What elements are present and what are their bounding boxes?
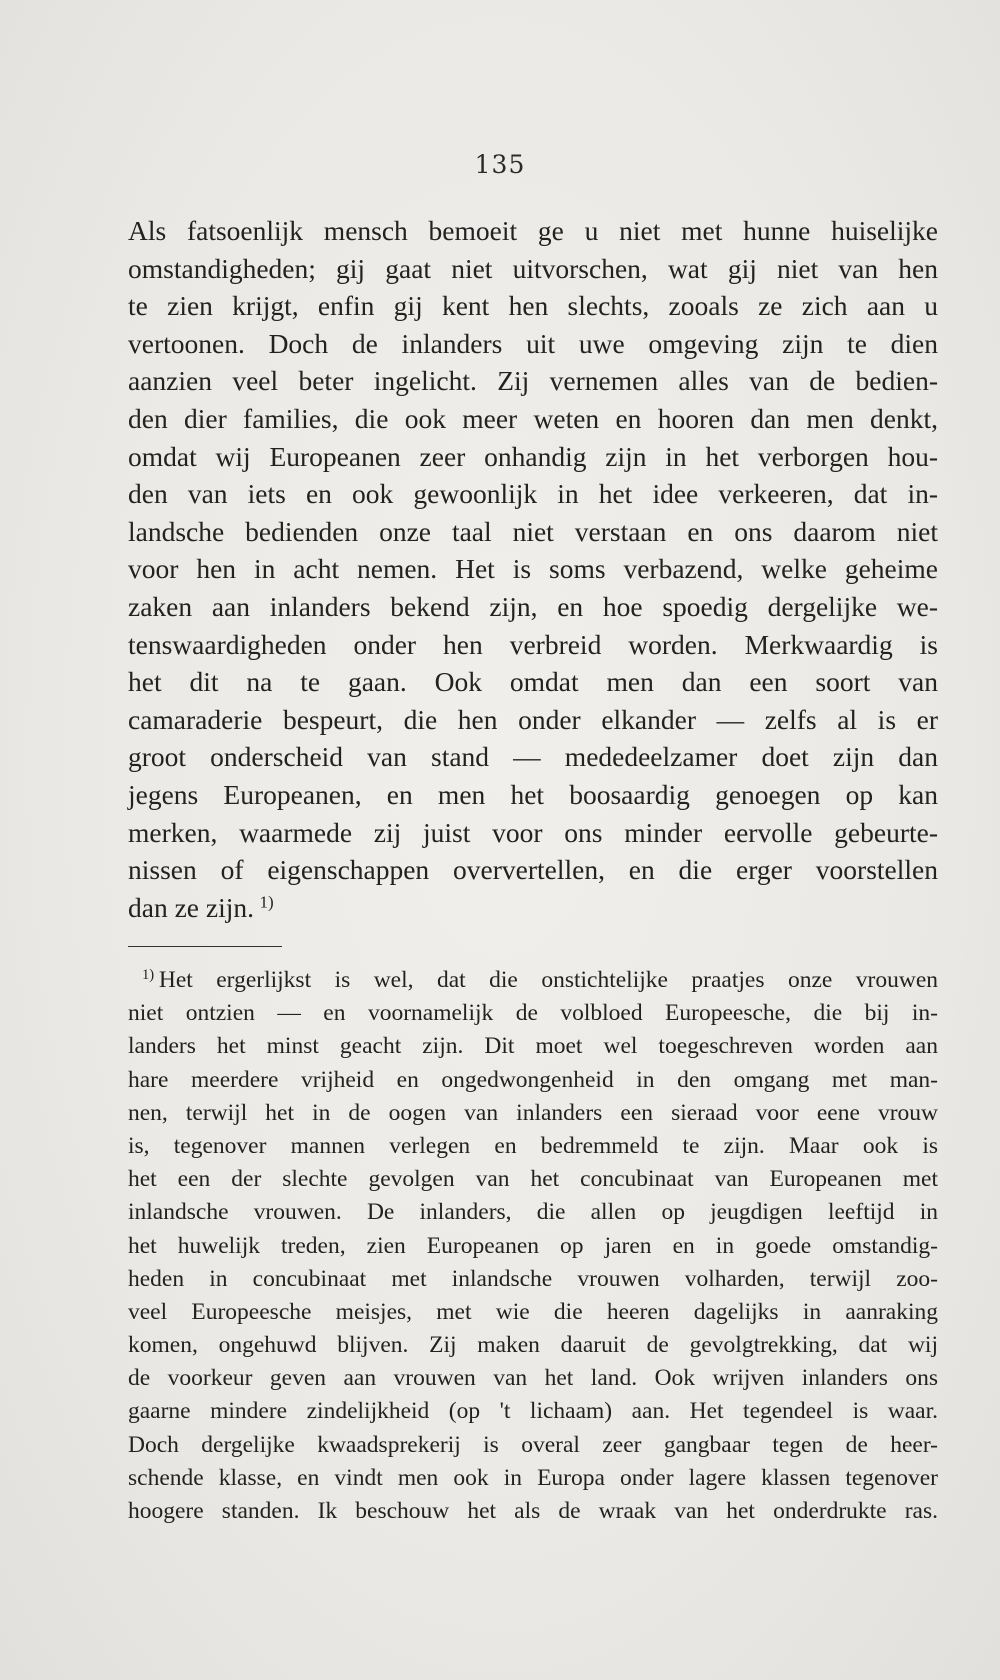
footnote-line: het huwelijk treden, zien Europeanen op jaren en in goede omstandig-: [128, 1232, 938, 1259]
body-line: omdat wij Europeanen zeer onhandig zijn in het verborgen hou-: [128, 440, 938, 472]
body-line: vertoonen. Doch de inlanders uit uwe omgeving zijn te dien: [128, 327, 938, 359]
body-line: Als fatsoenlijk mensch bemoeit ge u niet met hunne huiselijke: [128, 215, 938, 246]
footnote-first-line: [128, 964, 938, 997]
body-line: camaraderie bespeurt, die hen onder elkander — zelfs al is er: [128, 703, 938, 735]
footnote-marker: 1): [142, 967, 155, 983]
body-line: te zien krijgt, enfin gij kent hen slechts, zooals ze zich aan u: [128, 290, 938, 322]
body-line: den dier families, die ook meer weten en hooren dan men denkt,: [128, 402, 938, 434]
body-line: groot onderscheid van stand — mededeelzamer doet zijn dan: [128, 741, 938, 773]
body-last-line-text: dan ze zijn.: [128, 891, 254, 923]
body-line: jegens Europeanen, en men het boosaardig genoegen op kan: [128, 778, 938, 810]
body-line: voor hen in acht nemen. Het is soms verbazend, welke geheime: [128, 553, 938, 585]
footnote-line: de voorkeur geven aan vrouwen van het land. Ook wrijven inlanders ons: [128, 1365, 938, 1392]
footnote: [128, 964, 938, 1528]
body-last-line: [128, 889, 938, 927]
body-line: landsche bedienden onze taal niet verstaan en ons daarom niet: [128, 515, 938, 547]
footnote-divider: [128, 946, 282, 947]
body-line: zaken aan inlanders bekend zijn, en hoe spoedig dergelijke we-: [128, 590, 938, 622]
footnote-line: hoogere standen. Ik beschouw het als de wraak van het onderdrukte ras.: [128, 1498, 938, 1524]
footnote-line: is, tegenover mannen verlegen en bedremmeld te zijn. Maar ook is: [128, 1132, 938, 1159]
footnote-line: het een der slechte gevolgen van het concubinaat van Europeanen met: [128, 1166, 938, 1193]
body-line: omstandigheden; gij gaat niet uitvorschen, wat gij niet van hen: [128, 252, 938, 284]
footnote-line: komen, ongehuwd blijven. Zij maken daaruit de gevolgtrekking, dat wij: [128, 1332, 938, 1359]
footnote-line: inlandsche vrouwen. De inlanders, die allen op jeugdigen leeftijd in: [128, 1199, 938, 1226]
footnote-line: schende klasse, en vindt men ook in Europa onder lagere klassen tegenover: [128, 1464, 938, 1491]
footnote-line: heden in concubinaat met inlandsche vrouwen volharden, terwijl zoo-: [128, 1265, 938, 1292]
body-line: den van iets en ook gewoonlijk in het idee verkeeren, dat in-: [128, 478, 938, 510]
body-paragraph: [128, 212, 938, 926]
footnote-line: landers het minst geacht zijn. Dit moet wel toegeschreven worden aan: [128, 1033, 938, 1060]
footnote-line: niet ontzien — en voornamelijk de volbloed Europeesche, die bij in-: [128, 1000, 938, 1027]
body-line: tenswaardigheden onder hen verbreid worden. Merkwaardig is: [128, 628, 938, 660]
footnote-line: gaarne mindere zindelijkheid (op 't lichaam) aan. Het tegendeel is waar.: [128, 1398, 938, 1425]
footnote-line: nen, terwijl het in de oogen van inlanders een sieraad voor eene vrouw: [128, 1099, 938, 1126]
body-line: merken, waarmede zij juist voor ons minder eervolle gebeurte-: [128, 816, 938, 848]
body-line: het dit na te gaan. Ook omdat men dan een soort van: [128, 666, 938, 698]
page-number: 135: [474, 150, 526, 179]
body-line: nissen of eigenschappen oververtellen, en die erger voorstellen: [128, 854, 938, 886]
footnote-line: hare meerdere vrijheid en ongedwongenheid in den omgang met man-: [128, 1066, 938, 1093]
footnote-first-line-text: Het ergerlijkst is wel, dat die onstichtelijke praatjes onze vrouwen: [158, 967, 938, 993]
footnote-line: Doch dergelijke kwaadsprekerij is overal zeer gangbaar tegen de heer-: [128, 1431, 938, 1458]
footnote-reference: 1): [259, 892, 274, 912]
body-line: aanzien veel beter ingelicht. Zij vernemen alles van de bedien-: [128, 365, 938, 397]
footnote-line: veel Europeesche meisjes, met wie die heeren dagelijks in aanraking: [128, 1298, 938, 1325]
